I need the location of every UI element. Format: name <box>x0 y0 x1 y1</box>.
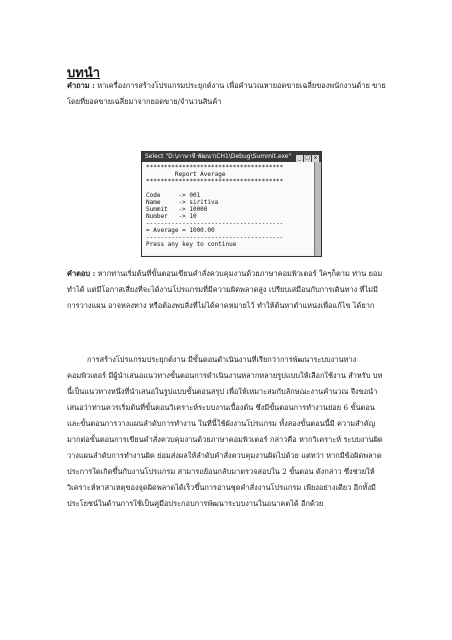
console-line: -------------------------------------- <box>146 234 284 241</box>
minimize-icon: _ <box>296 155 303 162</box>
console-line <box>146 185 317 192</box>
question-paragraph <box>67 78 387 110</box>
answer-paragraph <box>67 266 387 314</box>
console-line: Report Average <box>146 171 226 178</box>
close-icon: x <box>312 155 319 162</box>
page-title: บทนำ <box>67 66 101 81</box>
answer-text: หากท่านเริ่มต้นที่ขั้นตอนเขียนคำสั่งควบคุมงานด้วยภาษาคอมพิวเตอร์ ใคๆก็ตาม ท่าน ยอมทำได้ แต่มีโอกาสเสี่ยงที่จะได้งานโปรแกรมที่มีความผิดพลาดสูง เปรียบเสมือนกับการเดินทาง ที่ไม่มีการวางแผน อาจหลงทาง หรือต้องพบสิ่งที่ไม่ได้คาดหมายไว้ ทำให้ต้นหาตำแหน่งเพื่อแก้ไข ได้ยาก <box>67 269 383 310</box>
console-output <box>142 162 321 254</box>
console-line: ************************************** <box>146 178 284 185</box>
body-paragraph: การสร้างโปรแกรมประยุกต์งาน มีขั้นตอนดำเนินงานที่เรียกว่าการพัฒนาระบบงานทาง คอมพิวเตอร์ มีผู้นำเสนอแนวทางขั้นตอนการดำเนินงานหลากหลายรูปแบบให้เลือกใช้งาน สำหรับ บทนี้เป็นแนวทางหนึ่งที่นำเสนอในรูปแบบขั้นตอนสรุป เพื่อให้เหมาะสมกับลักษณะงานคำนวณ จึงขอนำเสนอว่าท่านควรเริ่มต้นที่ขั้นตอนวิเคราะห์ระบบงานเบื้องต้น ซึ่งมีขั้นตอนการทำงานย่อย 6 ขั้นตอน และขั้นตอนการวางแผนลำดับการทำงาน ในที่นี้ใช้ผังงานโปรแกรม ทั้งสองขั้นตอนนี้มี ความสำคัญมากต่อขั้นตอนการเขียนคำสั่งควบคุมงานด้วยภาษาคอมพิวเตอร์ กล่าวคือ หากวิเคราะห์ ระบบงานผิด วางแผนลำดับการทำงานผิด ย่อมส่งผลให้ลำดับคำสั่งควบคุมงานผิดไปด้วย แต่ทว่า หากมีข้อผิดพลาดประการใดเกิดขึ้นกับงานโปรแกรม สามารถย้อนกลับมาตรวจสอบใน 2 ขั้นตอน ดังกล่าว ซึ่งช่วยให้วิเคราะห์หาสาเหตุของจุดผิดพลาดได้เร็วขึ้นการอ่านชุดคำสั่งงานโปรแกรม เพียงอย่างเดียว อีกทั้งมีประโยชน์ในด้านการใช้เป็นคู่มือประกอบการพัฒนาระบบงานในอนาคตได้ อีกด้วย <box>67 355 383 508</box>
console-line: Press any key to continue <box>146 241 237 248</box>
answer-label: คำตอบ : <box>67 269 96 278</box>
console-title: Select "D:\ภาษาซี พัฒนา\CH1\Debug\Summit.exe" <box>145 153 292 160</box>
console-line: Summit -> 10000 <box>146 206 208 213</box>
console-line: Number -> 10 <box>146 213 197 220</box>
question-text: หาเครื่องการสร้างโปรแกรมประยุกต์งาน เพื่อคำนวณหายอดขายเฉลี่ยของพนักงานด้าย ขายโดยที่ยอดขายเฉลี่ยมาจากยอดขาย/จำนวนสินค้า <box>67 81 386 106</box>
console-line: -------------------------------------- <box>146 220 284 227</box>
console-window-screenshot <box>141 151 322 257</box>
console-titlebar <box>142 152 321 162</box>
console-line: ************************************** <box>146 164 284 171</box>
console-line: Code -> 001 <box>146 192 201 199</box>
console-line: = Average = 1000.00 <box>146 227 215 234</box>
console-scrollbar <box>314 162 321 256</box>
question-label: คำถาม : <box>67 81 95 90</box>
console-line: Name -> siritiva <box>146 199 219 206</box>
maximize-icon: □ <box>305 155 310 161</box>
